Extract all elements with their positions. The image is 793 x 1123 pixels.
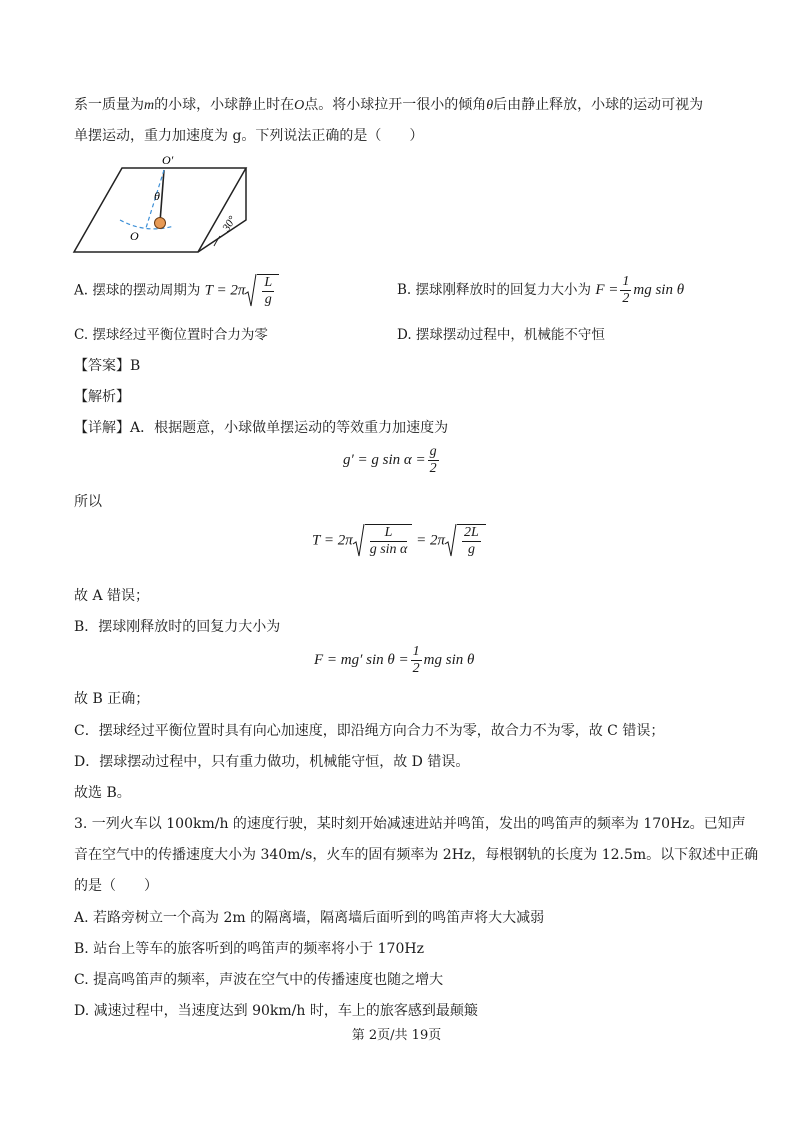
stem-text: 后由静止释放，小球的运动可视为 bbox=[493, 97, 704, 113]
pendulum-incline-figure bbox=[70, 150, 270, 258]
a-wrong: 故 A 错误； bbox=[74, 588, 150, 604]
option-a-num: L bbox=[264, 275, 273, 290]
pendulum-ball bbox=[155, 218, 166, 229]
equation-3 bbox=[314, 644, 474, 677]
detail-intro: 【详解】A．根据题意，小球做单摆运动的等效重力加速度为 bbox=[74, 420, 449, 436]
stem-text: 的小球，小球静止时在 bbox=[154, 97, 295, 113]
problem3-line-2: 音在空气中的传播速度大小为 340m/s，火车的固有频率为 2Hz，每根钢轨的长度为 12.5m。以下叙述中正确 bbox=[74, 847, 759, 863]
eq3-left: F = mg′ sin θ = bbox=[314, 651, 409, 668]
b-intro: B．摆球刚释放时的回复力大小为 bbox=[74, 619, 281, 635]
choose: 故选 B。 bbox=[74, 785, 131, 801]
label-theta: θ bbox=[154, 189, 160, 203]
problem3-option-d: D. 减速过程中，当速度达到 90km/h 时，车上的旅客感到最颠簸 bbox=[74, 1003, 478, 1019]
option-b-text: B. 摆球刚释放时的回复力大小为 bbox=[397, 282, 592, 298]
eq3-right: mg sin θ bbox=[423, 651, 475, 668]
var-o: O bbox=[294, 98, 305, 113]
stem-text: 系一质量为 bbox=[74, 97, 144, 113]
problem3-line-3: 的是（ ） bbox=[74, 878, 158, 894]
option-a-formula-prefix: T = 2π bbox=[204, 282, 246, 299]
eq2-left: T = 2π bbox=[312, 532, 353, 549]
incline-face bbox=[74, 168, 246, 252]
label-o-prime: O′ bbox=[162, 153, 174, 167]
eq2-num-2: 2L bbox=[464, 525, 479, 540]
b-correct: 故 B 正确； bbox=[74, 691, 150, 707]
answer: 【答案】B bbox=[74, 358, 141, 374]
eq3-num: 1 bbox=[412, 644, 420, 659]
problem3-option-c: C. 提高鸣笛声的频率，声波在空气中的传播速度也随之增大 bbox=[74, 972, 444, 988]
option-a-den: g bbox=[264, 292, 272, 307]
option-b bbox=[397, 274, 684, 307]
option-b-formula-prefix: F = bbox=[595, 282, 619, 298]
d-explain: D．摆球摆动过程中，只有重力做功，机械能守恒，故 D 错误。 bbox=[74, 754, 470, 770]
c-explain: C．摆球经过平衡位置时具有向心加速度，即沿绳方向合力不为零，故合力不为零，故 C 错误； bbox=[74, 723, 665, 739]
var-m: m bbox=[144, 98, 155, 113]
radical-sign bbox=[445, 524, 457, 558]
problem3-option-b: B. 站台上等车的旅客听到的鸣笛声的频率将小于 170Hz bbox=[74, 941, 424, 957]
eq3-den: 2 bbox=[412, 661, 420, 676]
var-theta: θ bbox=[486, 98, 494, 113]
problem-stem-line-2: 单摆运动，重力加速度为 g。下列说法正确的是（ ） bbox=[74, 128, 424, 144]
eq2-sqrt-1 bbox=[353, 524, 413, 558]
option-c: C. 摆球经过平衡位置时合力为零 bbox=[74, 327, 268, 343]
option-a bbox=[74, 274, 279, 308]
equation-1 bbox=[343, 444, 441, 477]
eq1-den: 2 bbox=[429, 461, 437, 476]
problem3-line-1: 3. 一列火车以 100km/h 的速度行驶，某时刻开始减速进站并鸣笛，发出的鸣笛声的频率为 170Hz。已知声 bbox=[74, 816, 746, 832]
problem3-option-a: A. 若路旁树立一个高为 2m 的隔离墙，隔离墙后面听到的鸣笛声将大大减弱 bbox=[74, 910, 545, 926]
page-footer: 第 2页/共 19页 bbox=[351, 1028, 442, 1043]
radical-sign bbox=[245, 274, 257, 308]
stem-text: 点。将小球拉开一很小的倾角 bbox=[304, 97, 487, 113]
eq1-num: g bbox=[429, 444, 437, 459]
equation-2 bbox=[312, 524, 486, 558]
problem-stem-line-1 bbox=[74, 96, 703, 115]
label-o: O bbox=[130, 229, 139, 243]
label-angle: 30° bbox=[220, 214, 239, 234]
option-d: D. 摆球摆动过程中，机械能不守恒 bbox=[397, 327, 605, 343]
eq2-sqrt-2 bbox=[445, 524, 486, 558]
eq2-den-1: g sin α bbox=[369, 542, 408, 557]
so-text: 所以 bbox=[74, 494, 102, 510]
option-b-den: 2 bbox=[622, 291, 630, 306]
eq1-left: g′ = g sin α = bbox=[343, 451, 426, 468]
option-b-formula-suffix: mg sin θ bbox=[633, 282, 685, 298]
option-a-text: A. 摆球的摆动周期为 bbox=[74, 282, 201, 299]
eq2-mid: = 2π bbox=[416, 532, 446, 549]
eq2-den-2: g bbox=[467, 542, 475, 557]
analysis-header: 【解析】 bbox=[74, 389, 130, 405]
eq2-num-1: L bbox=[370, 525, 408, 542]
radical-sign bbox=[353, 524, 365, 558]
option-b-num: 1 bbox=[622, 274, 630, 289]
option-a-sqrt bbox=[245, 274, 279, 308]
